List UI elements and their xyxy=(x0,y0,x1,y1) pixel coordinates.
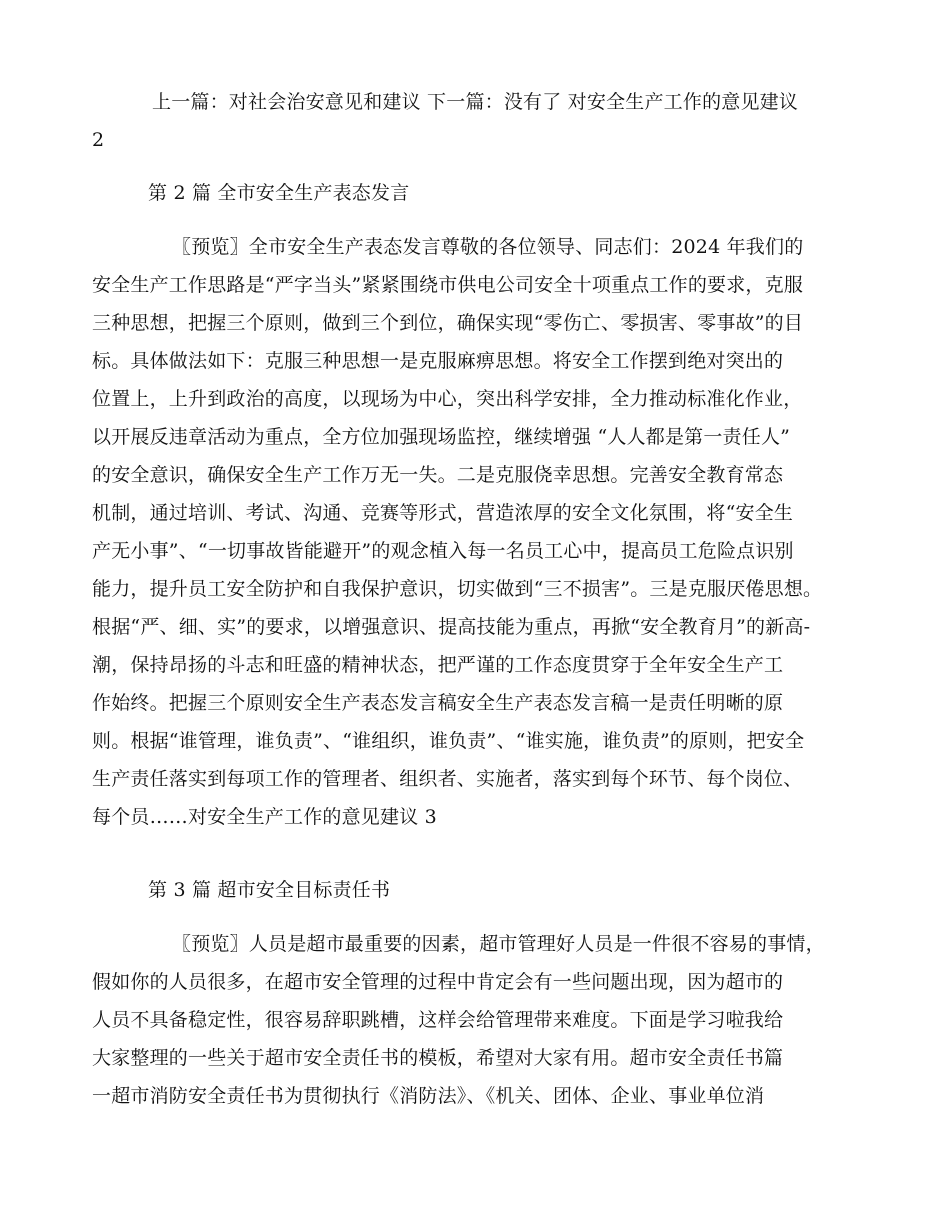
text-line: 生产责任落实到每项工作的管理者、组织者、实施者，落实到每个环节、每个岗位、 xyxy=(92,768,803,790)
text-line: 人员不具备稳定性，很容易辞职跳槽，这样会给管理带来难度。下面是学习啦我给 xyxy=(92,1009,784,1031)
text-line: 机制，通过培训、考试、沟通、竞赛等形式，营造浓厚的安全文化氛围，将“安全生 xyxy=(92,502,794,524)
text-line: 能力，提升员工安全防护和自我保护意识，切实做到“三不损害”。三是克服厌倦思想。 xyxy=(92,578,823,600)
text-line: 三种思想，把握三个原则，做到三个到位，确保实现“零伤亡、零损害、零事故”的目 xyxy=(92,312,804,334)
text-line: 一超市消防安全责任书为贯彻执行《消防法》、《机关、团体、企业、事业单位消 xyxy=(92,1085,765,1107)
text-line: 每个员……对安全生产工作的意见建议 3 xyxy=(92,806,437,828)
text-line: 大家整理的一些关于超市安全责任书的模板，希望对大家有用。超市安全责任书篇 xyxy=(92,1047,784,1069)
text-line: 位置上，上升到政治的高度，以现场为中心，突出科学安排，全力推动标准化作业， xyxy=(92,388,803,410)
text-line: 的安全意识，确保安全生产工作万无一失。二是克服侥幸思想。完善安全教育常态 xyxy=(92,464,784,486)
text-line: 则。根据“谁管理，谁负责”、“谁组织，谁负责”、“谁实施，谁负责”的原则，把安全 xyxy=(92,730,805,752)
text-line: 标。具体做法如下：克服三种思想一是克服麻痹思想。将安全工作摆到绝对突出的 xyxy=(92,350,784,372)
preview-paragraph-start: 〖预览〗全市安全生产表态发言尊敬的各位领导、同志们：2024 年我们的 xyxy=(172,236,804,258)
section-heading-2: 第 2 篇 全市安全生产表态发言 xyxy=(148,182,410,204)
text-line: 根据“严、细、实”的要求，以增强意识、提高技能为重点，再掀“安全教育月”的新高- xyxy=(92,616,811,638)
text-line: 安全生产工作思路是“严字当头”紧紧围绕市供电公司安全十项重点工作的要求，克服 xyxy=(92,274,804,296)
text-line: 产无小事”、“一切事故皆能避开”的观念植入每一名员工心中，提高员工危险点识别 xyxy=(92,540,794,562)
text-line: 2 xyxy=(92,129,105,151)
section-heading-3: 第 3 篇 超市安全目标责任书 xyxy=(148,879,391,901)
text-line: 作始终。把握三个原则安全生产表态发言稿安全生产表态发言稿一是责任明晰的原 xyxy=(92,692,784,714)
text-line: 假如你的人员很多，在超市安全管理的过程中肯定会有一些问题出现，因为超市的 xyxy=(92,971,784,993)
preview-paragraph-start: 〖预览〗人员是超市最重要的因素，超市管理好人员是一件很不容易的事情， xyxy=(172,933,825,955)
nav-prev-next-line: 上一篇：对社会治安意见和建议 下一篇：没有了 对安全生产工作的意见建议 xyxy=(152,91,799,113)
text-line: 以开展反违章活动为重点，全方位加强现场监控，继续增强 “人人都是第一责任人” xyxy=(92,426,791,448)
text-line: 潮，保持昂扬的斗志和旺盛的精神状态，把严谨的工作态度贯穿于全年安全生产工 xyxy=(92,654,784,676)
